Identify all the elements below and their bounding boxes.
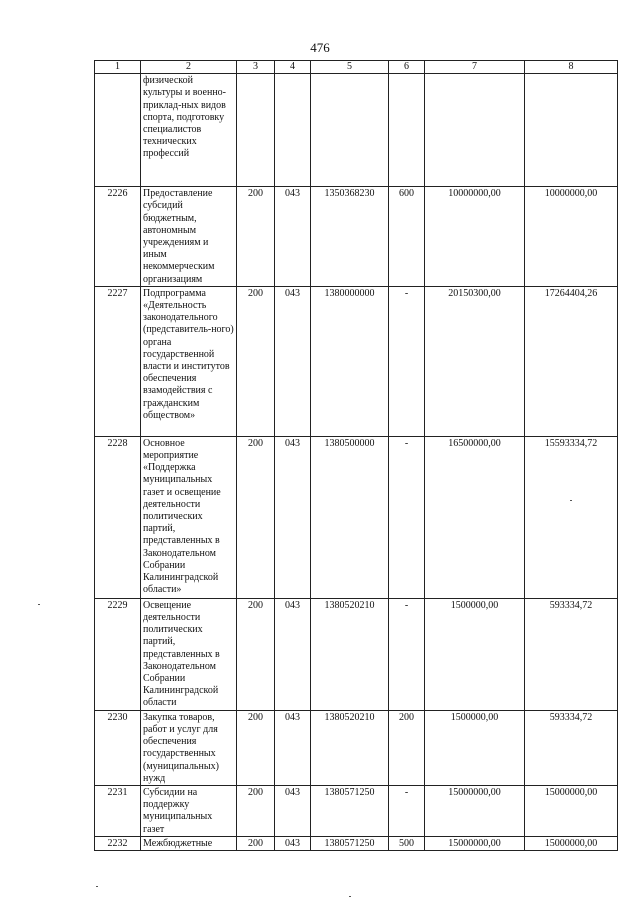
- column-header: 6: [389, 61, 425, 74]
- cell-col7: [425, 74, 525, 187]
- cell-col3: [237, 74, 275, 187]
- cell-col8: 17264404,26: [525, 286, 618, 436]
- cell-col4: 043: [275, 786, 311, 837]
- cell-col5: 1380571250: [311, 836, 389, 850]
- cell-col8: 593334,72: [525, 598, 618, 710]
- cell-col3: 200: [237, 436, 275, 598]
- cell-col4: [275, 74, 311, 187]
- row-number: 2231: [95, 786, 141, 837]
- cell-col4: 043: [275, 187, 311, 287]
- row-number: 2230: [95, 710, 141, 785]
- row-number: 2227: [95, 286, 141, 436]
- table-row: [95, 786, 618, 837]
- cell-col5: 1380520210: [311, 598, 389, 710]
- page-number: 476: [310, 40, 330, 55]
- column-header: 2: [141, 61, 237, 74]
- column-header: 3: [237, 61, 275, 74]
- cell-col3: 200: [237, 286, 275, 436]
- cell-col8: 593334,72: [525, 710, 618, 785]
- row-name: Предоставление субсидий бюджетным, автономным учреждениям и иным некоммерческим организациям: [141, 187, 237, 287]
- scan-speck: [349, 896, 351, 897]
- cell-col8: [525, 74, 618, 187]
- cell-col5: 1380520210: [311, 710, 389, 785]
- cell-col6: 500: [389, 836, 425, 850]
- row-name: Основное мероприятие «Поддержка муниципальных газет и освещение деятельности политических партий, представленных в Законодательном Собрании Калининградской области»: [141, 436, 237, 598]
- row-number: 2226: [95, 187, 141, 287]
- scan-speck: [570, 500, 572, 501]
- table-header-row: [95, 61, 618, 74]
- cell-col8: 10000000,00: [525, 187, 618, 287]
- cell-col8: 15000000,00: [525, 836, 618, 850]
- column-header: 1: [95, 61, 141, 74]
- cell-col4: 043: [275, 436, 311, 598]
- row-number: 2229: [95, 598, 141, 710]
- cell-col8: 15593334,72: [525, 436, 618, 598]
- cell-col7: 15000000,00: [425, 786, 525, 837]
- cell-col5: 1380500000: [311, 436, 389, 598]
- cell-col4: 043: [275, 286, 311, 436]
- cell-col7: 15000000,00: [425, 836, 525, 850]
- cell-col3: 200: [237, 786, 275, 837]
- table-row: [95, 74, 618, 187]
- cell-col3: 200: [237, 710, 275, 785]
- column-header: 7: [425, 61, 525, 74]
- cell-col6: -: [389, 286, 425, 436]
- cell-col4: 043: [275, 710, 311, 785]
- cell-col5: 1350368230: [311, 187, 389, 287]
- cell-col6: -: [389, 786, 425, 837]
- table-row: [95, 187, 618, 287]
- cell-col6: [389, 74, 425, 187]
- cell-col4: 043: [275, 598, 311, 710]
- budget-table: [94, 60, 618, 851]
- column-header: 4: [275, 61, 311, 74]
- table-row: [95, 710, 618, 785]
- row-name: Освещение деятельности политических партий, представленных в Законодательном Собрании Калининградской области: [141, 598, 237, 710]
- cell-col6: 200: [389, 710, 425, 785]
- scan-speck: [96, 886, 98, 887]
- column-header: 5: [311, 61, 389, 74]
- cell-col6: -: [389, 598, 425, 710]
- cell-col3: 200: [237, 598, 275, 710]
- cell-col3: 200: [237, 836, 275, 850]
- row-name: физической культуры и военно-приклад-ных видов спорта, подготовку специалистов технических профессий: [141, 74, 237, 187]
- cell-col3: 200: [237, 187, 275, 287]
- row-name: Подпрограмма «Деятельность законодательного (представитель-ного) органа государственной власти и институтов обеспечения взамодействия с гражданским обществом»: [141, 286, 237, 436]
- row-name: Субсидии на поддержку муниципальных газет: [141, 786, 237, 837]
- cell-col7: 1500000,00: [425, 598, 525, 710]
- cell-col5: 1380000000: [311, 286, 389, 436]
- cell-col7: 16500000,00: [425, 436, 525, 598]
- row-name: Межбюджетные: [141, 836, 237, 850]
- column-header: 8: [525, 61, 618, 74]
- cell-col8: 15000000,00: [525, 786, 618, 837]
- row-number: [95, 74, 141, 187]
- cell-col7: 20150300,00: [425, 286, 525, 436]
- row-number: 2232: [95, 836, 141, 850]
- cell-col4: 043: [275, 836, 311, 850]
- table-row: [95, 836, 618, 850]
- scan-speck: [38, 604, 40, 605]
- cell-col6: -: [389, 436, 425, 598]
- cell-col7: 10000000,00: [425, 187, 525, 287]
- cell-col5: [311, 74, 389, 187]
- cell-col5: 1380571250: [311, 786, 389, 837]
- table-row: [95, 598, 618, 710]
- cell-col7: 1500000,00: [425, 710, 525, 785]
- row-number: 2228: [95, 436, 141, 598]
- cell-col6: 600: [389, 187, 425, 287]
- row-name: Закупка товаров, работ и услуг для обеспечения государственных (муниципальных) нужд: [141, 710, 237, 785]
- table-row: [95, 436, 618, 598]
- table-row: [95, 286, 618, 436]
